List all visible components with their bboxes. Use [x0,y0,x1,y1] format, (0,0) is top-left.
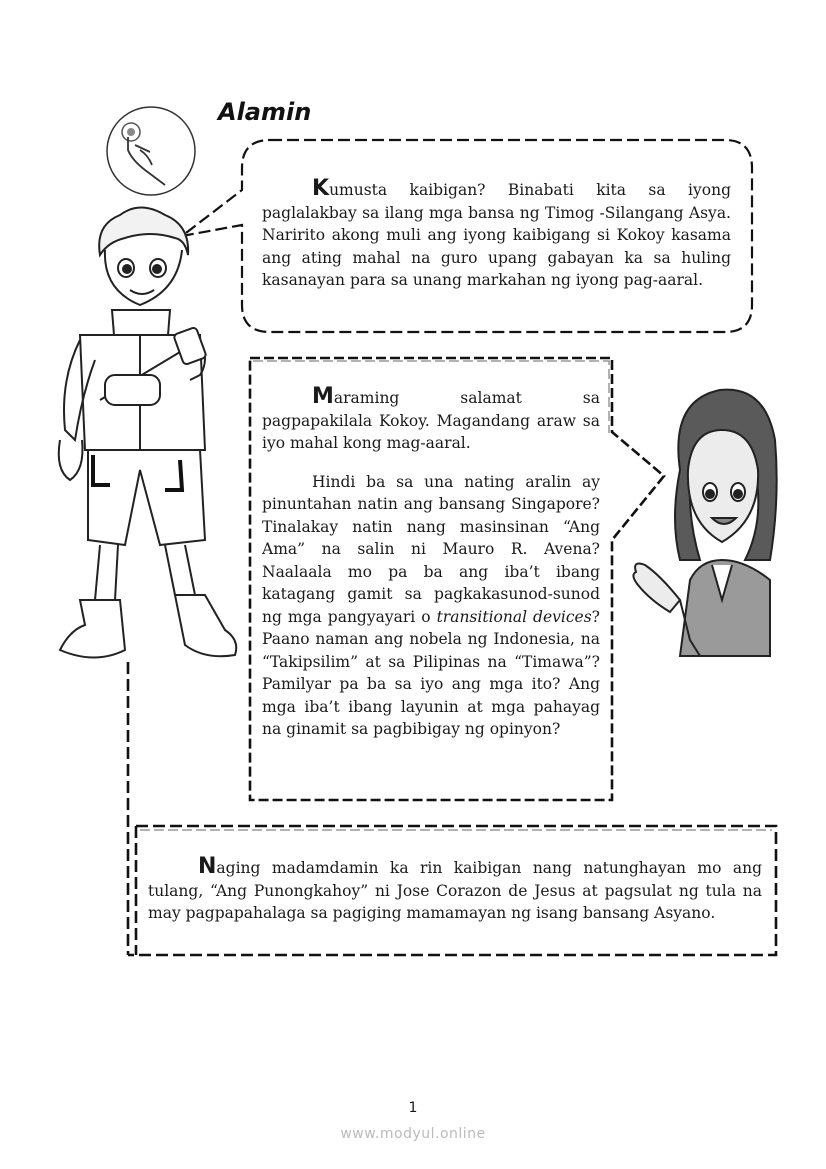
page-number: 1 [408,1100,418,1116]
bottom-text: aging madamdamin ka rin kaibigan nang natunghayan mo ang tulang, “Ang Punongkahoy” ni Jose Corazon de Jesus at pagsulat ng tula na may pagpapahalaga sa pagiging mamamayan ng isang bansang Asyano. [148,859,762,922]
dropcap-n: N [198,854,217,879]
teacher-text-2b: ? Paano naman ang nobela ng Indonesia, na “Takipsilim” at sa Pilipinas na “Timawa”? Pamilyar pa ba sa iyo ang mga ito? Ang mga iba’t ibang layunin at mga pahayag na ginamit sa pagbibigay ng opinyon? [262,607,600,738]
section-heading: Alamin [218,98,312,126]
student-boy-illustration [59,208,237,658]
teacher-text-2-italic: transitional devices [436,607,592,626]
dropcap-m: M [312,384,334,409]
teacher-paragraph-1 [262,386,600,455]
teacher-paragraph-2 [262,471,600,741]
kokoy-message [262,178,731,292]
kokoy-text: umusta kaibigan? Binabati kita sa iyong paglalakbay sa ilang mga bansa ng Timog -Silangang Asya. Naririto akong muli ang iyong kaibigang si Kokoy kasama ang ating mahal na guro upang gabayan ka sa huling kasanayan para sa unang markahan ng iyong pag-aaral. [262,181,731,289]
teacher-text-1: araming salamat sa pagpapakilala Kokoy. Magandang araw sa iyo mahal kong mag-aaral. [262,389,600,452]
kokoy-paragraph [262,178,731,292]
dropcap-k: K [312,176,330,201]
teacher-message [262,386,600,741]
watermark: www.modyul.online [340,1126,486,1142]
bottom-message [148,856,762,925]
bottom-paragraph [148,856,762,925]
teacher-woman-illustration [633,390,776,656]
teacher-text-2a: Hindi ba sa una nating aralin ay pinuntahan natin ang bansang Singapore? Tinalakay natin nang masinsinan “Ang Ama” na salin ni Mauro R. Avena? Naalaala mo pa ba ang iba’t ibang katagang gamit sa pagkakasunod-sunod ng mga pangyayari o [262,472,600,626]
hand-touch-icon [107,107,195,195]
